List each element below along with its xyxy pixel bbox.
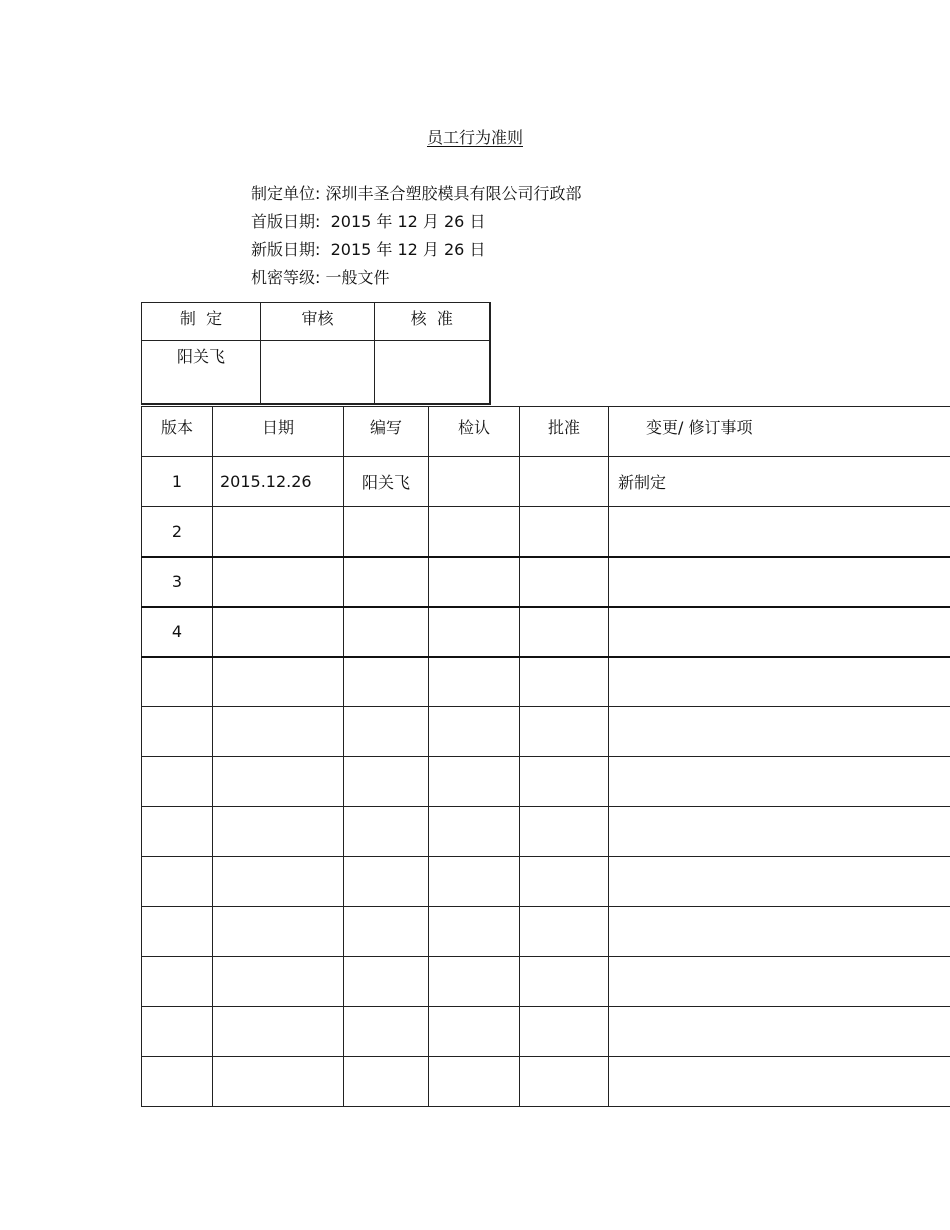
revision-cell bbox=[520, 457, 609, 507]
revision-header-cell: 变更/ 修订事项 bbox=[609, 407, 950, 457]
revision-row bbox=[142, 1057, 950, 1107]
revision-cell bbox=[609, 807, 950, 857]
revision-cell: 阳关飞 bbox=[344, 457, 429, 507]
revision-cell bbox=[142, 1057, 213, 1107]
revision-cell bbox=[429, 807, 520, 857]
revision-cell: 3 bbox=[142, 557, 213, 607]
revision-cell bbox=[609, 1057, 950, 1107]
revision-cell bbox=[213, 607, 344, 657]
revision-cell bbox=[213, 1007, 344, 1057]
document-title bbox=[0, 128, 950, 148]
revision-cell bbox=[142, 1007, 213, 1057]
revision-cell bbox=[520, 557, 609, 607]
revision-cell bbox=[213, 907, 344, 957]
revision-cell bbox=[520, 857, 609, 907]
revision-cell bbox=[520, 607, 609, 657]
approval-signature-row bbox=[142, 341, 490, 404]
revision-cell bbox=[429, 857, 520, 907]
revision-cell bbox=[609, 607, 950, 657]
revision-cell bbox=[520, 757, 609, 807]
revision-cell bbox=[142, 957, 213, 1007]
approval-header-cell: 核 准 bbox=[375, 303, 490, 341]
revision-cell bbox=[609, 957, 950, 1007]
revision-cell: 2 bbox=[142, 507, 213, 557]
revision-row bbox=[142, 657, 950, 707]
revision-cell bbox=[344, 1007, 429, 1057]
revision-cell bbox=[213, 857, 344, 907]
revision-cell: 1 bbox=[142, 457, 213, 507]
revision-row bbox=[142, 807, 950, 857]
revision-header-cell: 批准 bbox=[520, 407, 609, 457]
revision-row bbox=[142, 857, 950, 907]
approval-table bbox=[141, 302, 491, 405]
revision-row bbox=[142, 1007, 950, 1057]
revision-cell bbox=[213, 807, 344, 857]
meta-new-edition-date bbox=[251, 240, 485, 260]
revision-cell bbox=[520, 507, 609, 557]
revision-cell bbox=[142, 707, 213, 757]
revision-cell bbox=[344, 957, 429, 1007]
approval-header-cell: 审核 bbox=[261, 303, 375, 341]
document-title-text: 员工行为准则 bbox=[426, 128, 523, 147]
revision-cell bbox=[142, 657, 213, 707]
revision-cell bbox=[429, 1057, 520, 1107]
revision-cell bbox=[344, 857, 429, 907]
revision-row bbox=[142, 557, 950, 607]
meta-label: 制定单位: bbox=[251, 184, 321, 203]
revision-cell bbox=[429, 607, 520, 657]
meta-label: 新版日期: bbox=[251, 240, 321, 259]
revision-cell: 2015.12.26 bbox=[213, 457, 344, 507]
revision-header-cell: 检认 bbox=[429, 407, 520, 457]
revision-history-table bbox=[141, 406, 950, 1107]
revision-cell bbox=[429, 957, 520, 1007]
revision-cell bbox=[429, 507, 520, 557]
revision-cell bbox=[520, 657, 609, 707]
revision-cell bbox=[429, 657, 520, 707]
revision-row bbox=[142, 607, 950, 657]
revision-cell bbox=[520, 957, 609, 1007]
revision-cell bbox=[213, 707, 344, 757]
approval-signature-cell bbox=[375, 341, 490, 404]
revision-cell bbox=[344, 907, 429, 957]
revision-header-cell: 版本 bbox=[142, 407, 213, 457]
revision-cell bbox=[344, 507, 429, 557]
meta-value: 2015 年 12 月 26 日 bbox=[330, 212, 486, 231]
revision-cell bbox=[344, 707, 429, 757]
revision-cell bbox=[609, 907, 950, 957]
revision-cell bbox=[609, 707, 950, 757]
revision-cell bbox=[609, 657, 950, 707]
revision-row bbox=[142, 457, 950, 507]
approval-header-cell: 制 定 bbox=[142, 303, 261, 341]
revision-cell bbox=[344, 657, 429, 707]
meta-issuing-unit bbox=[251, 184, 582, 204]
revision-cell bbox=[213, 507, 344, 557]
revision-cell bbox=[142, 807, 213, 857]
revision-cell bbox=[520, 1057, 609, 1107]
meta-confidentiality bbox=[251, 268, 390, 288]
revision-cell bbox=[429, 707, 520, 757]
revision-row bbox=[142, 957, 950, 1007]
revision-cell bbox=[609, 1007, 950, 1057]
revision-cell bbox=[213, 557, 344, 607]
approval-signature-cell: 阳关飞 bbox=[142, 341, 261, 404]
revision-cell bbox=[609, 507, 950, 557]
revision-cell bbox=[213, 1057, 344, 1107]
revision-row bbox=[142, 707, 950, 757]
revision-cell bbox=[429, 457, 520, 507]
approval-signature-cell bbox=[261, 341, 375, 404]
revision-header-row bbox=[142, 407, 950, 457]
meta-label: 机密等级: bbox=[251, 268, 321, 287]
revision-cell bbox=[429, 907, 520, 957]
revision-cell bbox=[520, 807, 609, 857]
revision-cell bbox=[609, 757, 950, 807]
revision-cell bbox=[344, 607, 429, 657]
revision-cell bbox=[142, 857, 213, 907]
revision-cell: 4 bbox=[142, 607, 213, 657]
revision-cell bbox=[520, 707, 609, 757]
meta-first-edition-date bbox=[251, 212, 485, 232]
revision-cell bbox=[344, 557, 429, 607]
meta-label: 首版日期: bbox=[251, 212, 321, 231]
approval-header-row bbox=[142, 303, 490, 341]
revision-cell bbox=[609, 557, 950, 607]
meta-value: 2015 年 12 月 26 日 bbox=[330, 240, 486, 259]
revision-cell bbox=[344, 807, 429, 857]
revision-cell bbox=[213, 957, 344, 1007]
revision-cell bbox=[142, 757, 213, 807]
revision-header-cell: 编写 bbox=[344, 407, 429, 457]
revision-row bbox=[142, 507, 950, 557]
revision-header-cell: 日期 bbox=[213, 407, 344, 457]
revision-cell bbox=[429, 757, 520, 807]
revision-cell bbox=[142, 907, 213, 957]
revision-cell bbox=[344, 757, 429, 807]
meta-value: 深圳丰圣合塑胶模具有限公司行政部 bbox=[325, 184, 582, 203]
meta-value: 一般文件 bbox=[325, 268, 390, 287]
revision-cell: 新制定 bbox=[609, 457, 950, 507]
revision-cell bbox=[520, 1007, 609, 1057]
revision-cell bbox=[429, 557, 520, 607]
revision-cell bbox=[429, 1007, 520, 1057]
revision-cell bbox=[213, 657, 344, 707]
revision-cell bbox=[520, 907, 609, 957]
revision-row bbox=[142, 757, 950, 807]
revision-cell bbox=[213, 757, 344, 807]
revision-row bbox=[142, 907, 950, 957]
revision-cell bbox=[344, 1057, 429, 1107]
revision-cell bbox=[609, 857, 950, 907]
